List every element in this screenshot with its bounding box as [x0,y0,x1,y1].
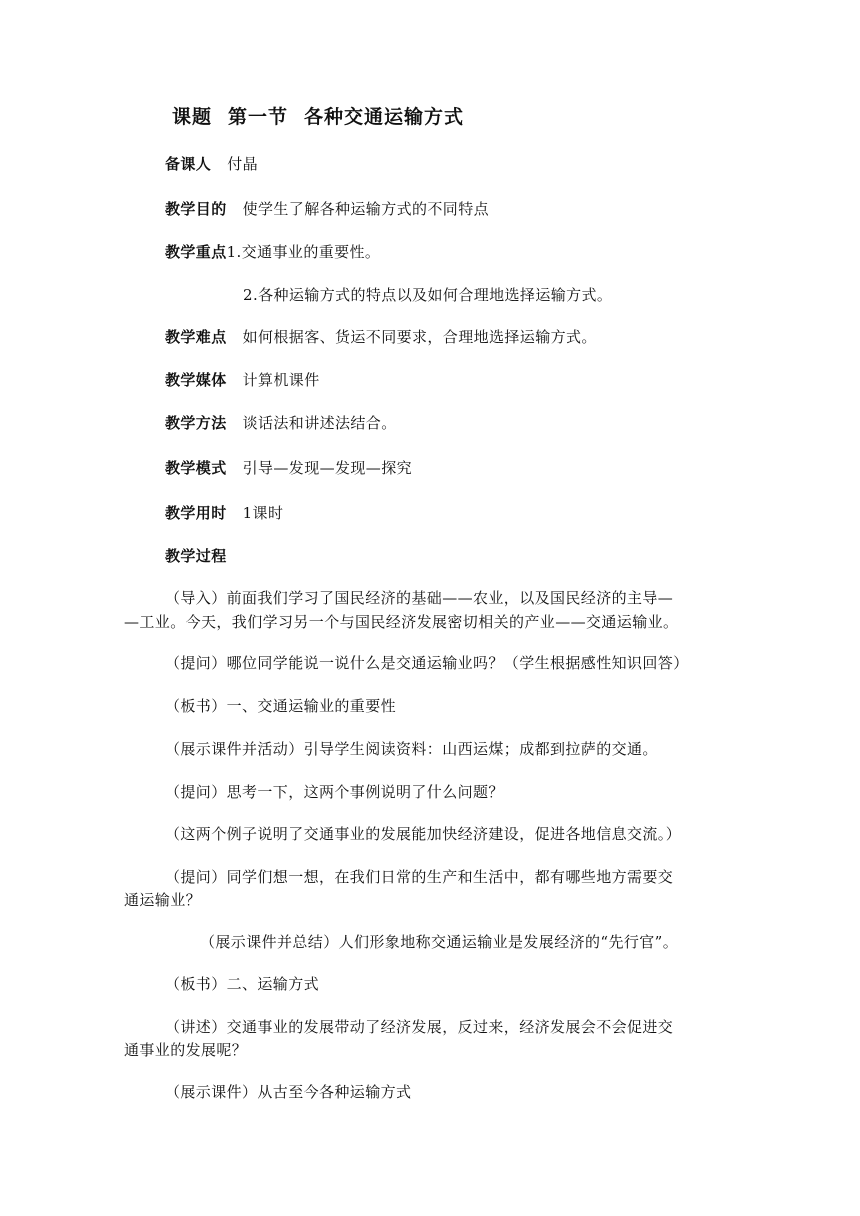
media-label: 教学媒体 [165,371,227,389]
objective-label: 教学目的 [165,200,227,218]
process-paragraph: （提问）同学们想一想，在我们日常的生产和生活中，都有哪些地方需要交 [165,868,674,886]
objective-value: 使学生了解各种运输方式的不同特点 [242,200,490,218]
difficulty-label: 教学难点 [165,328,227,346]
method-value: 谈话法和讲述法结合。 [242,414,397,432]
preparer-value: 付晶 [227,155,259,173]
process-paragraph: （导入）前面我们学习了国民经济的基础——农业，以及国民经济的主导— [165,589,674,607]
duration-value: 1课时 [242,504,284,522]
mode-row [165,457,412,479]
lesson-title [172,106,464,128]
difficulty-row [165,326,597,348]
process-paragraph: （板书）一、交通运输业的重要性 [165,697,397,715]
process-paragraph: （这两个例子说明了交通事业的发展能加快经济建设，促进各地信息交流。） [165,825,682,843]
difficulty-value: 如何根据客、货运不同要求，合理地选择运输方式。 [242,328,597,346]
process-paragraph: （板书）二、运输方式 [165,975,320,993]
process-paragraph: （展示课件并总结）人们形象地称交通运输业是发展经济的“先行官”。 [200,933,679,951]
title-prefix: 课题 [172,106,213,128]
method-row [165,412,397,434]
title-section: 第一节 [228,106,289,128]
process-paragraph: （提问）思考一下，这两个事例说明了什么问题？ [165,783,504,801]
media-value: 计算机课件 [242,371,320,389]
title-name: 各种交通运输方式 [304,106,465,128]
process-paragraph-cont: —工业。今天，我们学习另一个与国民经济发展密切相关的产业——交通运输业。 [124,613,679,631]
method-label: 教学方法 [165,414,227,432]
key-point-item: 2.各种运输方式的特点以及如何合理地选择运输方式。 [243,286,613,304]
key-points-row [165,241,380,263]
mode-value: 引导—发现—发现—探究 [242,459,413,477]
objective-row [165,198,489,220]
key-points-label: 教学重点 [165,243,227,261]
media-row [165,369,320,391]
process-paragraph: （讲述）交通事业的发展带动了经济发展，反过来，经济发展会不会促进交 [165,1018,674,1036]
process-paragraph-cont: 通事业的发展呢？ [124,1041,248,1059]
duration-row [165,502,283,524]
process-heading: 教学过程 [165,547,227,565]
process-paragraph: （展示课件）从古至今各种运输方式 [165,1083,412,1101]
key-point-item: 1.交通事业的重要性。 [226,243,381,261]
process-paragraph: （提问）哪位同学能说一说什么是交通运输业吗？（学生根据感性知识回答） [165,654,689,672]
process-paragraph: （展示课件并活动）引导学生阅读资料：山西运煤；成都到拉萨的交通。 [165,740,658,758]
mode-label: 教学模式 [165,459,227,477]
duration-label: 教学用时 [165,504,227,522]
process-paragraph-cont: 通运输业？ [124,891,202,909]
preparer-label: 备课人 [165,155,212,173]
preparer-row [165,153,258,175]
